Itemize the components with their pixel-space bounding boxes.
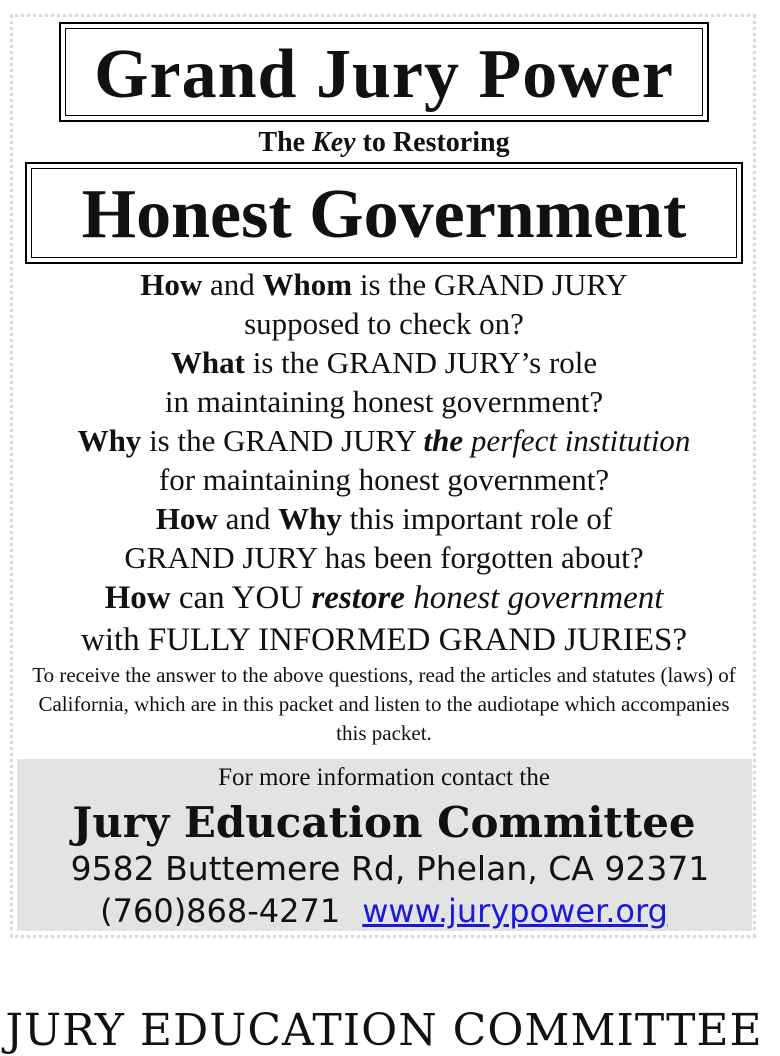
question-line-10: with FULLY INFORMED GRAND JURIES? — [81, 622, 687, 658]
question-line-4: in maintaining honest government? — [164, 384, 604, 419]
subtitle-key-word: Key — [312, 127, 356, 158]
secondary-title: Honest Government — [81, 176, 687, 253]
website-link[interactable]: www.jurypower.org — [362, 892, 668, 930]
questions-block — [0, 265, 768, 661]
question-line-3: What is the GRAND JURY’s role — [170, 345, 598, 380]
contact-intro: For more information contact the — [218, 764, 550, 791]
subtitle — [0, 126, 768, 160]
question-line-6: for maintaining honest government? — [158, 462, 610, 497]
question-line-1: How and Whom is the GRAND JURY — [140, 267, 628, 302]
subtitle-before: The — [258, 127, 313, 158]
question-line-2: supposed to check on? — [244, 306, 524, 341]
instructions-text: To receive the answer to the above questions, read the articles and statutes (laws) of California, which are in this packet and listen to the audiotape which accompanies this packet. — [32, 663, 736, 745]
question-line-7: How and Why this important role of — [155, 501, 613, 536]
footer-heading: JURY EDUCATION COMMITTEE — [5, 1005, 763, 1056]
phone-website-line — [0, 890, 768, 932]
main-title: Grand Jury Power — [94, 36, 674, 113]
question-line-8: GRAND JURY has been forgotten about? — [124, 540, 644, 575]
mailing-address: 9582 Buttemere Rd, Phelan, CA 92371 — [70, 849, 710, 888]
question-line-9: How can YOU restore honest government — [104, 580, 664, 616]
organization-name: Jury Education Committee — [72, 798, 696, 847]
question-line-5: Why is the GRAND JURY the perfect institution — [77, 423, 691, 458]
phone-number: (760)868-4271 — [100, 892, 341, 930]
subtitle-after: to Restoring — [355, 127, 510, 158]
